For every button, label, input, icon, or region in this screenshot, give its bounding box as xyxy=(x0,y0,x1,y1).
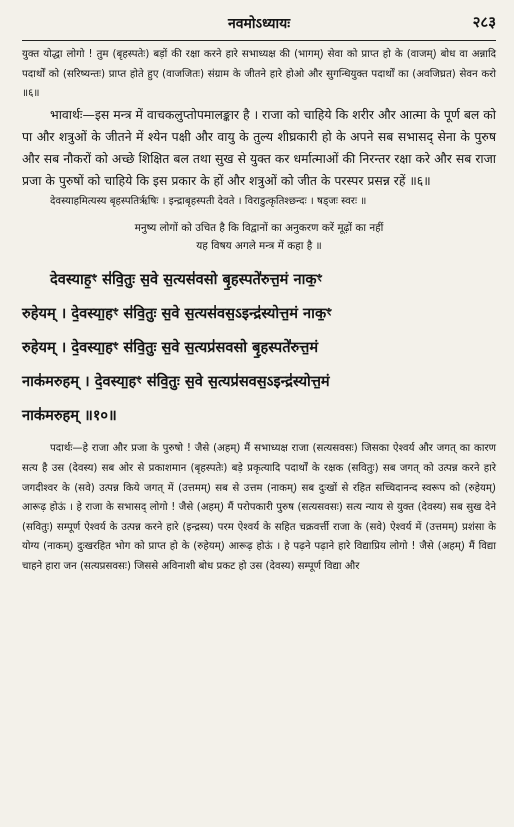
topic-line: मनुष्य लोगों को उचित है कि विद्वानों का अनुकरण करें मूढ़ों का नहीं xyxy=(134,222,384,235)
mantra-line: रुहेयम् । दे॒वस्या॒हꣳ स॑वि॒तुः स॒वे स॒त्यस॑वस॒ऽइन्द्र॑स्योत्त॒मं नाक॒ꣳ xyxy=(22,305,332,323)
topic-line: यह विषय अगले मन्त्र में कहा है ॥ xyxy=(196,240,322,253)
mantra-line: देवस्याह॒ꣳ स॑वि॒तुः स॒वे स॒त्यस॑वसो बृ॒हस्पते॑रुत्त॒मं नाक॒ꣳ xyxy=(50,271,323,289)
mantra-line: नाक॑मरुहम् । दे॒वस्या॒हꣳ स॑वि॒तुः स॒वे स॒त्यप्र॑सवस॒ऽइन्द्र॑स्योत्त॒मं xyxy=(22,373,330,391)
mantra-line: नाक॑मरुहम् ॥१०॥ xyxy=(22,407,117,425)
mantra-verse xyxy=(22,263,496,433)
rishi-devata-line: देवस्याहमित्यस्य बृहस्पतिर्ऋषिः । इन्द्राबृहस्पती देवते । विराडुत्कृतिश्छन्दः । षड्जः स्वरः ॥ xyxy=(50,195,367,207)
page-number: २८३ xyxy=(472,13,496,31)
page-header xyxy=(22,12,496,38)
paragraph-continued: युक्त योद्धा लोगो ! तुम (बृहस्पतेः) बड़ों की रक्षा करने हारे सभाध्यक्ष की (भागम्) सेवा को प्राप्त हो के (वाजम्) बोध वा अन्नादि पदार्थों को (सरिष्यन्तः) प्राप्त होते हुए (वाजजितः) संग्राम के जीतने हारे होओ और सुगन्धियुक्त पदार्थों का (अवजिघ्रत) सेवन करो ॥६॥ xyxy=(22,49,496,100)
header-rule xyxy=(22,40,496,41)
mantra-line: रुहेयम् । दे॒वस्या॒हꣳ स॑वि॒तुः स॒वे स॒त्यप्र॑सवसो बृ॒हस्पते॑रुत्त॒मं xyxy=(22,339,319,357)
chapter-title: नवमोऽध्यायः xyxy=(227,16,291,32)
page xyxy=(22,12,496,577)
topic-intro xyxy=(22,219,496,255)
padartha-paragraph: पदार्थः—हे राजा और प्रजा के पुरुषो ! जैसे (अहम्) मैं सभाध्यक्ष राजा (सत्यसवसः) जिसका ऐश्वर्य और जगत् का कारण सत्य है उस (देवस्य) सब ओर से प्रकाशमान (बृहस्पतेः) बड़े प्रकृत्यादि पदार्थों के रक्षक (सवितुः) सब जगत् को उत्पन्न करने हारे जगदीश्वर के (सवे) उत्पन्न किये जगत् में (उत्तमम्) सब से उत्तम (नाकम्) सब दुःखों से रहित सच्चिदानन्द स्वरूप को (रुहेयम्) आरूढ़ होऊं । हे राजा के सभासद् लोगो ! जैसे (अहम्) मैं परोपकारी पुरुष (सत्यसवसः) सत्य न्याय से युक्त (देवस्य) सब सुख देने (सवितुः) सम्पूर्ण ऐश्वर्य के उत्पन्न करने हारे (इन्द्रस्य) परम ऐश्वर्य के सहित चक्रवर्त्ती राजा के (सवे) ऐश्वर्य में (उत्तमम्) प्रशंसा के योग्य (नाकम्) दुःखरहित भोग को प्राप्त हो के (रुहेयम्) आरूढ़ होऊं । हे पढ़ने पढ़ाने हारे विद्याप्रिय लोगो ! जैसे (अहम्) मैं विद्या चाहने हारा जन (सत्यप्रसवसः) जिससे अविनाशी बोध प्रकट हो उस (देवस्य) सम्पूर्ण विद्या और xyxy=(22,443,496,572)
bhavartha-paragraph: भावार्थः—इस मन्त्र में वाचकलुप्तोपमालङ्कार है । राजा को चाहिये कि शरीर और आत्मा के पूर्ण बल को पा और शत्रुओं के जीतने में श्येन पक्षी और वायु के तुल्य शीघ्रकारी हो के अपने सब सभासद् सेना के पुरुष और सब नौकरों को अच्छे शिक्षित बल तथा सुख से युक्त कर धर्मात्माओं की निरन्तर रक्षा करे और सब राजा प्रजा के पुरुषों को चाहिये कि इस प्रकार के हों और शत्रुओं को जीत के परस्पर प्रसन्न रहें ॥६॥ xyxy=(22,106,496,188)
